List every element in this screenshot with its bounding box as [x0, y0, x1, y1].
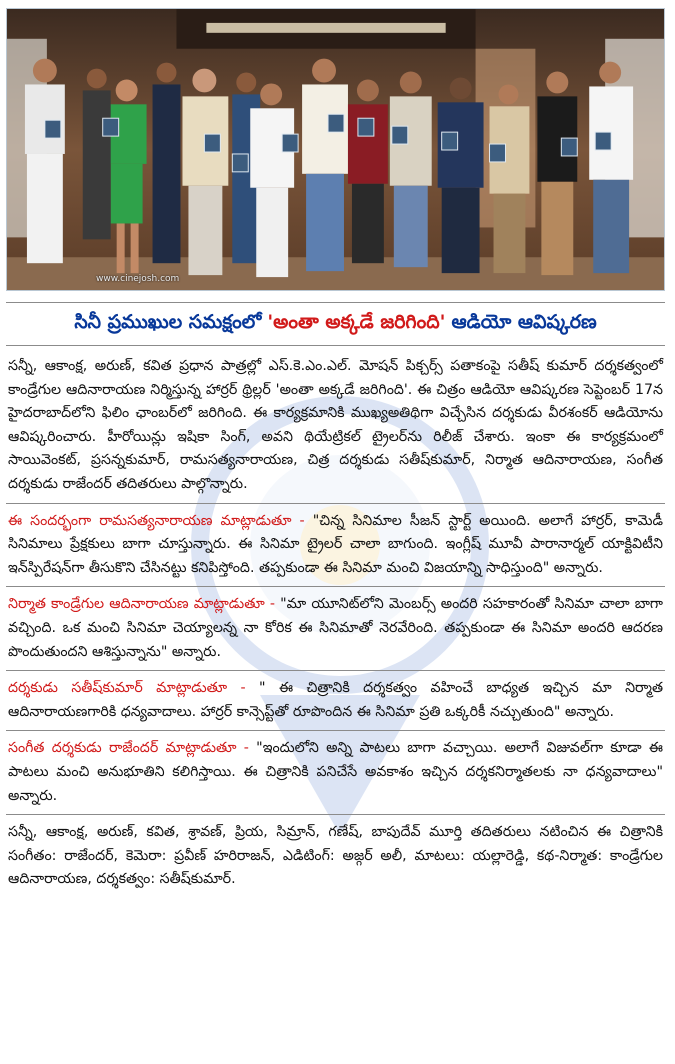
quote-speaker: సంగీత దర్శకుడు రాజేందర్ మాట్లాడుతూ - [8, 740, 249, 757]
event-photo-illustration [7, 9, 664, 290]
intro-divider [6, 503, 665, 504]
headline-bottom-rule [6, 345, 665, 346]
quote-text: "మా యూనిట్‌లోని మెంబర్స్ అందరి సహకారంతో సినిమా చాలా బాగా వచ్చింది. ఒక మంచి సినిమా చెయ్యాలన్న నా కోరిక ఈ సినిమాతో నెరవేరింది. తప్పకుండా ఈ సినిమా అందరి ఆదరణ పొందుతుందని ఆశిస్తున్నాను" అన్నారు. [8, 596, 663, 660]
event-photo [6, 8, 665, 291]
headline-movie-title: 'అంతా అక్కడే జరిగింది' [267, 310, 446, 333]
quote-text: "చిన్న సినిమాల సీజన్ స్టార్ట్ అయింది. అలాగే హార్రర్, కామెడీ సినిమాలు ప్రేక్షకులు బాగా చూస్తున్నారు. ఈ సినిమా ట్రైలర్ చాలా బాగుంది. ఇంగ్లీష్ మూవీ పారానార్మల్ యాక్టివిటీని ఇన్‌స్పిరేషన్‌గా తీసుకొని చేసినట్టు కనిపిస్తోంది. తప్పకుండా ఈ సినిమా మంచి విజయాన్ని సాధిస్తుంది" అన్నారు. [8, 512, 663, 576]
headline-suffix: ఆడియో ఆవిష్కరణ [451, 310, 597, 333]
article-credits: సన్నీ, ఆకాంక్ష, అరుణ్, కవిత, శ్రావణ్, ప్రియ, సిమ్రాన్, గణేష్, బాపుదేవ్ మూర్తి తదితరులు నటించిన ఈ చిత్రానికి సంగీతం: రాజేందర్, కెమెరా: ప్రవీణ్ హరిరాజన్, ఎడిటింగ్: అజ్గర్ అలీ, మాటలు: యల్లారెడ్డి, కథ-నిర్మాత: కాండ్రేగుల ఆదినారాయణ, దర్శకత్వం: సతీష్‌కుమార్. [8, 824, 663, 888]
quote-divider [6, 586, 665, 587]
headline-top-rule [6, 302, 665, 303]
article-body [8, 355, 663, 898]
quote-paragraph [8, 510, 663, 581]
quote-text: " ఈ చిత్రానికి దర్శకత్వం వహించే బాధ్యత ఇచ్చిన మా నిర్మాత ఆదినారాయణగారికి ధన్యవాదాలు. హార్రర్ కాన్సెప్ట్‌తో రూపొందిన ఈ సినిమా ప్రతి ఒక్కరికీ నచ్చుతుంది" అన్నారు. [8, 680, 663, 720]
quote-divider [6, 670, 665, 671]
headline-prefix: సినీ ప్రముఖుల సమక్షంలో [74, 310, 262, 333]
quote-divider [6, 814, 665, 815]
quote-speaker: నిర్మాత కాండ్రేగుల ఆదినారాయణ మాట్లాడుతూ - [8, 596, 275, 613]
quote-paragraph [8, 737, 663, 808]
quote-paragraph [8, 677, 663, 724]
quote-speaker: దర్శకుడు సతీష్‌కుమార్ మాట్లాడుతూ - [8, 680, 246, 697]
article-intro: సన్నీ, ఆకాంక్ష, అరుణ్, కవిత ప్రధాన పాత్రల్లో ఎస్.కె.ఎం.ఎల్. మోషన్ పిక్చర్స్ పతాకంపై సతీష్ కుమార్ దర్శకత్వంలో కాండ్రేగుల ఆదినారాయణ నిర్మిస్తున్న హార్రర్ థ్రిల్లర్ 'అంతా అక్కడే జరిగింది'. ఈ చిత్రం ఆడియో ఆవిష్కరణ సెప్టెంబర్ 17న హైదరాబాద్‌లోని ఫిలిం ఛాంబర్‌లో జరిగింది. ఈ కార్యక్రమానికి ముఖ్యఅతిథిగా విచ్చేసిన దర్శకుడు వీరశంకర్ ఆడియోను ఆవిష్కరించారు. హీరోయిన్లు ఇషికా సింగ్, అవని థియేట్రికల్ ట్రైలర్‌ను రిలీజ్ చేశారు. ఇంకా ఈ కార్యక్రమంలో సాయివెంకట్, ప్రసన్నకుమార్, రామసత్యనారాయణ, చిత్ర దర్శకుడు సతీష్‌కుమార్, నిర్మాత ఆదినారాయణ, సంగీత దర్శకుడు రాజేందర్ తదితరులు పాల్గొన్నారు. [8, 358, 663, 492]
quote-paragraph [8, 593, 663, 664]
article-headline [6, 309, 665, 339]
quote-divider [6, 730, 665, 731]
quote-text: "ఇందులోని అన్ని పాటలు బాగా వచ్చాయి. అలాగే విజువల్‌గా కూడా ఈ పాటలు మంచి అనుభూతిని కలిగిస్తాయి. ఈ చిత్రానికి పనిచేసే అవకాశం ఇచ్చిన దర్శకనిర్మాతలకు నా ధన్యవాదాలు" అన్నారు. [8, 740, 664, 804]
quote-speaker: ఈ సందర్భంగా రామసత్యనారాయణ మాట్లాడుతూ - [8, 512, 305, 529]
photo-watermark: www.cinejosh.com [96, 274, 180, 284]
